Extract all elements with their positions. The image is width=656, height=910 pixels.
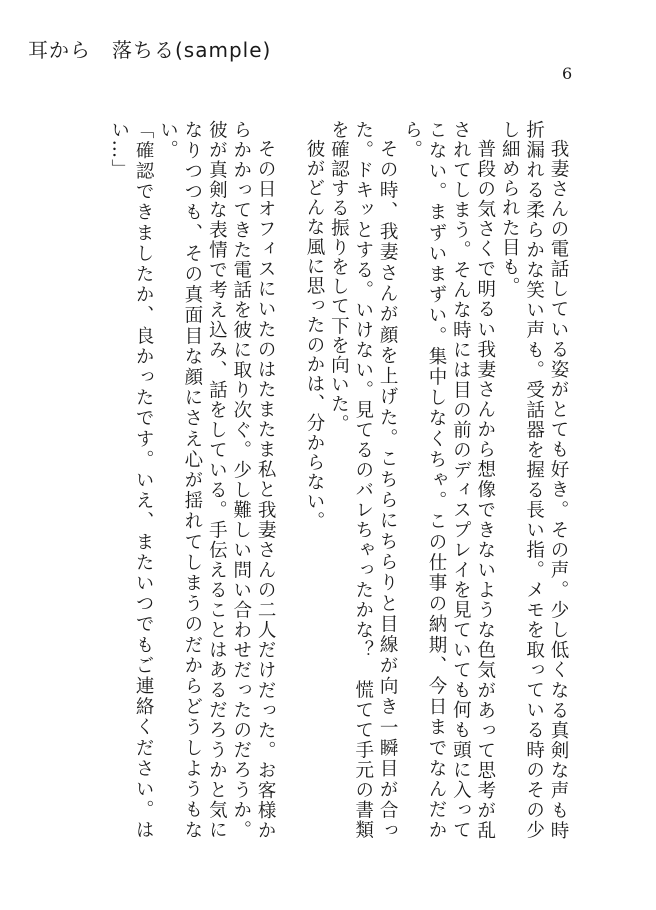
paragraph: 我妻さんの電話している姿がとても好き。その声。少し低くなる真剣な声も時折漏れる柔らかな笑い声も。受話器を握る長い指。メモを取っている時のその少し細められた目も。 [499,120,569,840]
body-text [106,120,570,840]
paragraph-spacer [277,120,301,840]
dialogue-paragraph: 「確認できましたか、良かったです。いえ、またいつでもご連絡ください。はい…」 [108,120,155,840]
page-number: 6 [562,64,573,83]
paragraph: その日オフィスにいたのはたまたま私と我妻さんの二人だけだった。お客様からかかってきた電話を彼に取り次ぐ。少し難しい問い合わせだったのだろうか。彼が真剣な表情で考え込み、話をしている。手伝えることはあるだろうかと気になりつつも、その真面目な顔にさえ心が揺れてしまうのだからどうしようもない。 [157,120,277,840]
page-title: 耳から 落ちる(sample) [28,38,272,62]
paragraph: 普段の気さくで明るい我妻さんから想像できないような色気があって思考が乱されてしまう。そんな時には目の前のディスプレイを見ていても何も頭に入ってこない。まずいまずい。集中しなくちゃ。この仕事の納期、今日までなんだから。 [401,120,496,840]
paragraph: その時、我妻さんが顔を上げた。こちらにちらりと目線が向き一瞬目が合った。ドキッとする。いけない。見てるのバレちゃったかな？ 慌てて手元の書類を確認する振りをして下を向いた。 [328,120,399,840]
paragraph: 彼がどんな風に思ったのかは、分からない。 [303,138,325,531]
